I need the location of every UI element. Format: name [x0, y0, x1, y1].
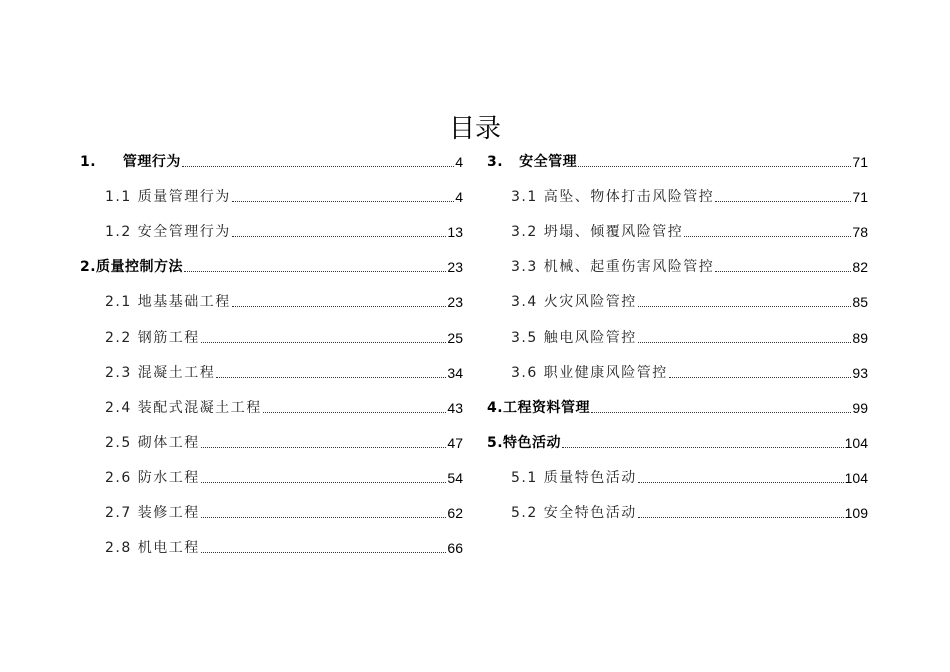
toc-entry-label: 2.2 钢筋工程: [105, 329, 200, 346]
toc-entry[interactable]: [105, 397, 463, 419]
toc-entry-label: 5.特色活动: [487, 434, 562, 451]
toc-dot-leader: [201, 517, 447, 518]
toc-entry-label: 2.3 混凝土工程: [105, 364, 216, 381]
toc-page-number: 54: [447, 469, 463, 486]
toc-entry-label: 2.1 地基基础工程: [105, 294, 231, 311]
toc-page-number: 62: [447, 505, 463, 521]
toc-entry-label: 3.5 触电风险管控: [511, 329, 637, 346]
toc-entry-label: 3.1 高坠、物体打击风险管控: [511, 189, 715, 206]
toc-dot-leader: [578, 166, 851, 167]
toc-dot-leader: [201, 342, 447, 343]
toc-entry-label: 1. 管理行为: [80, 154, 181, 170]
toc-dot-leader: [263, 412, 447, 413]
toc-entry[interactable]: [105, 432, 463, 454]
toc-page-number: 66: [447, 540, 463, 557]
toc-page-number: 43: [447, 399, 463, 416]
toc-entry-label: 4.工程资料管理: [487, 399, 591, 416]
toc-dot-leader: [184, 271, 446, 272]
toc-entry-label: 5.2 安全特色活动: [511, 505, 637, 521]
toc-page-number: 34: [447, 364, 463, 381]
toc-page-number: 13: [447, 224, 463, 241]
toc-dot-leader: [232, 306, 447, 307]
toc-title: 目录: [448, 114, 501, 144]
toc-page-number: 85: [852, 294, 868, 311]
toc-dot-leader: [715, 271, 851, 272]
toc-entry[interactable]: [511, 256, 868, 278]
toc-entry-label: 3.6 职业健康风险管控: [511, 364, 668, 381]
toc-entry[interactable]: [511, 467, 868, 489]
toc-entry-label: 2.6 防水工程: [105, 469, 200, 486]
toc-entry-label: 1.2 安全管理行为: [105, 224, 231, 241]
toc-entry[interactable]: [487, 432, 868, 454]
toc-dot-leader: [182, 166, 454, 167]
toc-entry-label: 3.4 火灾风险管控: [511, 294, 637, 311]
toc-page-number: 71: [852, 154, 868, 170]
toc-entry-label: 3. 安全管理: [487, 154, 578, 170]
toc-page-number: 4: [455, 154, 463, 170]
toc-entry[interactable]: [105, 362, 463, 384]
toc-dot-leader: [562, 447, 844, 448]
toc-entry[interactable]: [511, 362, 868, 384]
toc-dot-leader: [715, 201, 851, 202]
toc-entry[interactable]: [105, 467, 463, 489]
toc-page-number: 47: [447, 434, 463, 451]
toc-entry[interactable]: [105, 291, 463, 313]
toc-entry[interactable]: [487, 151, 868, 173]
toc-entry[interactable]: [511, 502, 868, 524]
toc-dot-leader: [638, 306, 852, 307]
toc-page-number: 99: [852, 399, 868, 416]
toc-page-number: 4: [455, 189, 463, 206]
toc-page-number: 93: [852, 364, 868, 381]
toc-entry[interactable]: [511, 186, 868, 208]
toc-page-number: 104: [844, 434, 868, 451]
toc-entry-label: 2.4 装配式混凝土工程: [105, 399, 262, 416]
toc-entry-label: 1.1 质量管理行为: [105, 189, 231, 206]
toc-dot-leader: [684, 236, 851, 237]
toc-page-number: 78: [852, 224, 868, 241]
toc-dot-leader: [669, 377, 852, 378]
toc-entry[interactable]: [511, 221, 868, 243]
toc-dot-leader: [638, 342, 852, 343]
toc-entry[interactable]: [511, 291, 868, 313]
toc-entry-label: 3.2 坍塌、倾覆风险管控: [511, 224, 684, 241]
toc-dot-leader: [638, 482, 844, 483]
toc-dot-leader: [201, 552, 447, 553]
toc-entry-label: 2.质量控制方法: [80, 259, 184, 276]
toc-entry[interactable]: [80, 256, 463, 278]
toc-entry[interactable]: [105, 502, 463, 524]
toc-entry[interactable]: [487, 397, 868, 419]
toc-dot-leader: [201, 447, 447, 448]
toc-page-number: 25: [447, 329, 463, 346]
toc-entry[interactable]: [105, 537, 463, 559]
toc-entry-label: 2.8 机电工程: [105, 540, 200, 557]
toc-entry[interactable]: [511, 327, 868, 349]
toc-entry-label: 3.3 机械、起重伤害风险管控: [511, 259, 715, 276]
toc-dot-leader: [591, 412, 851, 413]
toc-entry-label: 2.7 装修工程: [105, 505, 200, 521]
toc-page-number: 104: [844, 469, 868, 486]
toc-entry-label: 5.1 质量特色活动: [511, 469, 637, 486]
toc-entry[interactable]: [105, 327, 463, 349]
toc-page-number: 82: [852, 259, 868, 276]
toc-dot-leader: [232, 236, 447, 237]
toc-page-number: 71: [852, 189, 868, 206]
toc-dot-leader: [232, 201, 454, 202]
toc-page-number: 89: [852, 329, 868, 346]
toc-page-number: 23: [447, 294, 463, 311]
toc-dot-leader: [216, 377, 446, 378]
toc-dot-leader: [201, 482, 447, 483]
toc-entry[interactable]: [80, 151, 463, 173]
toc-page-number: 109: [844, 505, 868, 521]
toc-dot-leader: [638, 517, 844, 518]
toc-entry-label: 2.5 砌体工程: [105, 434, 200, 451]
toc-page-number: 23: [447, 259, 463, 276]
toc-entry[interactable]: [105, 221, 463, 243]
toc-entry[interactable]: [105, 186, 463, 208]
